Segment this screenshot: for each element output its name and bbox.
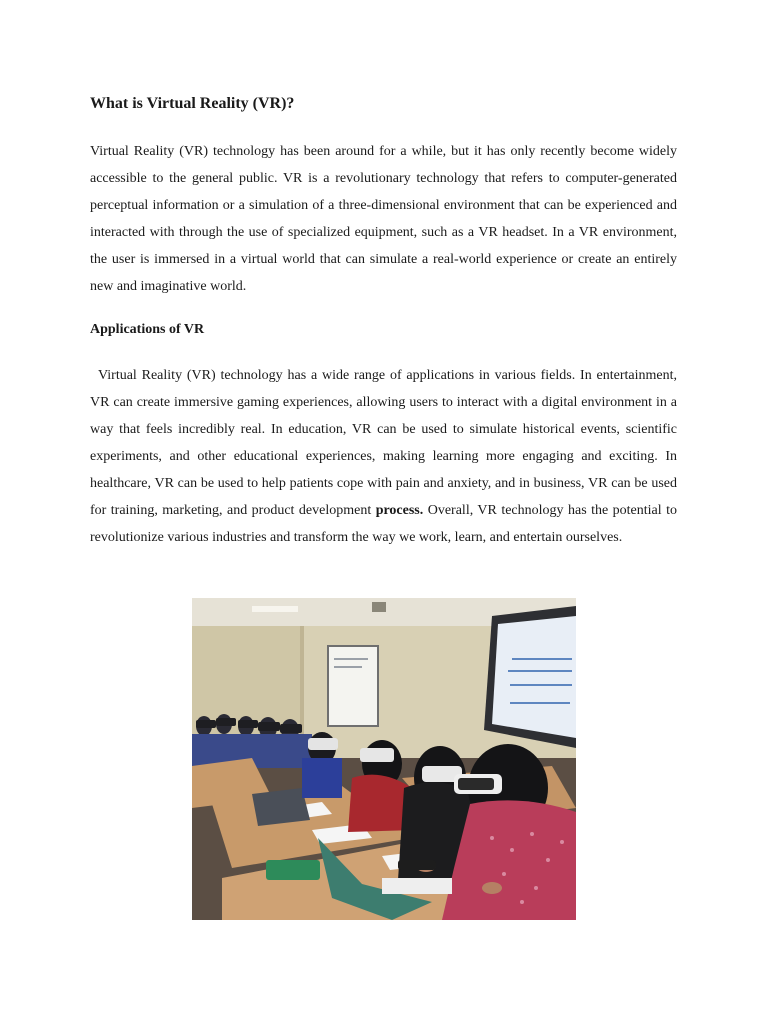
applications-text-part2: Overall, VR technology has the potential to revolutionize various industries and transform the way we work, learn, and entertain ourselves. — [90, 503, 678, 545]
applications-text-part1: Virtual Reality (VR) technology has a wide range of applications in various fields. In entertainment, VR can create immersive gaming experiences, allowing users to interact with a digital environment in a way that feels incredibly real. In education, VR can be used to simulate historical events, scientific experiments, and other educational experiences, making learning more engaging and exciting. In healthcare, VR can be used to help patients cope with pain and anxiety, and in business, VR can be used for training, marketing, and product development — [90, 368, 677, 518]
classroom-illustration — [192, 598, 576, 920]
applications-text-bold: process. — [375, 503, 424, 518]
document-title: What is Virtual Reality (VR)? — [90, 95, 295, 112]
intro-paragraph: Virtual Reality (VR) technology has been around for a while, but it has only recently become widely accessible to the general public. VR is a revolutionary technology that refers to computer-generated perceptual information or a simulation of a three-dimensional environment that can be experienced and interacted with through the use of specialized equipment, such as a VR headset. In a VR environment, the user is immersed in a virtual world that can simulate a real-world experience or create an entirely new and imaginative world. — [90, 144, 677, 294]
section-heading: Applications of VR — [90, 322, 205, 337]
applications-paragraph — [90, 362, 677, 551]
classroom-vr-image — [192, 598, 576, 920]
